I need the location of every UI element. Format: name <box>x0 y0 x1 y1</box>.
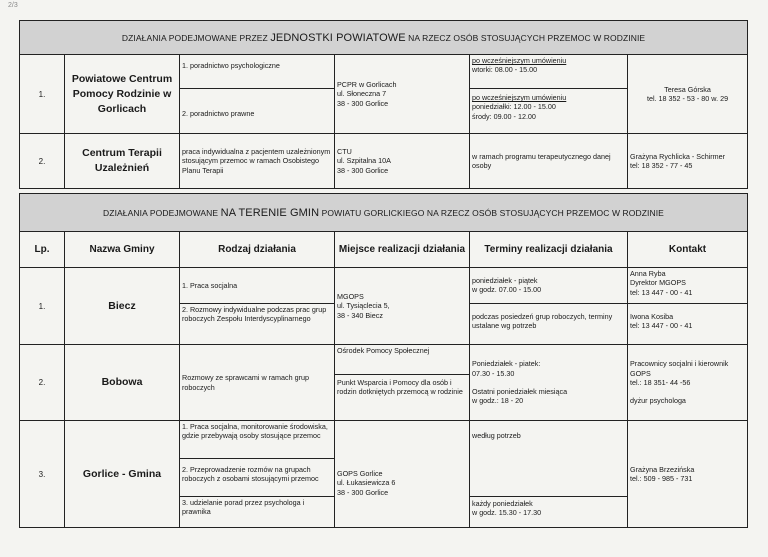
col-rodzaj: Rodzaj działania <box>180 232 335 268</box>
page-mark: 2/3 <box>8 2 18 9</box>
contact: Grażyna Brzezińska tel.: 509 - 985 - 731 <box>628 421 748 528</box>
contact: Pracownicy socjalni i kierownik GOPS tel.: 18 351- 44 -56 dyżur psychologa <box>628 345 748 421</box>
col-terminy: Terminy realizacji działania <box>470 232 628 268</box>
table-row: 1. Biecz 1. Praca socjalna 2. Rozmowy indywidualne podczas prac grup roboczych Zespołu Interdyscyplinarnego MGOPS ul. Tysiąclecia 5, 38 - 340 Biecz poniedziałek - piątek w godz. 07.00 - 15.00 podczas posiedzeń grup roboczych, terminy ustalane wg potrzeb Anna Ryba Dyrektor MGOPS tel: 13 447 - 00 - 41 Iwona Kosiba tel: 13 447 - 00 - 41 <box>20 268 748 345</box>
table-row: 1. Powiatowe Centrum Pomocy Rodzinie w Gorlicach 1. poradnictwo psychologiczne 2. poradnictwo prawne PCPR w Gorlicach ul. Słoneczna 7 38 - 300 Gorlice po wcześniejszym umówieniu wtorki: 08.00 - 15.00 po wcześniejszym umówieniu poniedziałki: 12.00 - 15.00 środy: 09.00 - 12.00 Teresa Górska tel. 18 352 - 53 - 80 w. 29 <box>20 55 748 134</box>
contact: Teresa Górska tel. 18 352 - 53 - 80 w. 29 <box>628 55 748 134</box>
contact: Anna Ryba Dyrektor MGOPS tel: 13 447 - 00 - 41 Iwona Kosiba tel: 13 447 - 00 - 41 <box>628 268 748 345</box>
gmina-name: Bobowa <box>65 345 180 421</box>
powiat-table <box>19 20 748 189</box>
unit-name: Powiatowe Centrum Pomocy Rodzinie w Gorlicach <box>65 55 180 134</box>
section2-title: DZIAŁANIA PODEJMOWANE NA TERENIE GMIN POWIATU GORLICKIEGO NA RZECZ OSÓB STOSUJĄCYCH PRZEMOC W RODZINIE <box>20 194 748 232</box>
table-row: 3. Gorlice - Gmina 1. Praca socjalna, monitorowanie środowiska, gdzie przebywają osoby stosujące przemoc 2. Przeprowadzenie rozmów na grupach roboczych z osobami stosującymi przemoc 3. udzielanie porad przez psychologa i prawnika GOPS Gorlice ul. Łukasiewicza 6 38 - 300 Gorlice według potrzeb każdy poniedziałek w godz. 15.30 - 17.30 Grażyna Brzezińska tel.: 509 - 985 - 731 <box>20 421 748 528</box>
contact: Grażyna Rychlicka - Schirmer tel: 18 352 - 77 - 45 <box>628 134 748 189</box>
section1-title: DZIAŁANIA PODEJMOWANE PRZEZ JEDNOSTKI POWIATOWE NA RZECZ OSÓB STOSUJĄCYCH PRZEMOC W RODZINIE <box>20 21 748 55</box>
col-lp: Lp. <box>20 232 65 268</box>
col-miejsce: Miejsce realizacji działania <box>335 232 470 268</box>
unit-name: Centrum Terapii Uzależnień <box>65 134 180 189</box>
gmina-name: Biecz <box>65 268 180 345</box>
col-kontakt: Kontakt <box>628 232 748 268</box>
gmina-name: Gorlice - Gmina <box>65 421 180 528</box>
table-row: 2. Centrum Terapii Uzależnień praca indywidualna z pacjentem uzależnionym stosującym przemoc w ramach Osobistego Planu Terapii CTU ul. Szpitalna 10A 38 - 300 Gorlice w ramach programu terapeutycznego danej osoby Grażyna Rychlicka - Schirmer tel: 18 352 - 77 - 45 <box>20 134 748 189</box>
gminy-table <box>19 193 748 528</box>
header-row <box>20 232 748 268</box>
col-gmina: Nazwa Gminy <box>65 232 180 268</box>
table-row: 2. Bobowa Rozmowy ze sprawcami w ramach grup roboczych Ośrodek Pomocy Społecznej Punkt Wsparcia i Pomocy dla osób i rodzin dotkniętych przemocą w rodzinie Poniedziałek - piatek: 07.30 - 15.30 Ostatni poniedziałek miesiąca w godz.: 18 - 20 Pracownicy socjalni i kierownik GOPS tel.: 18 351- 44 -56 dyżur psychologa <box>20 345 748 421</box>
